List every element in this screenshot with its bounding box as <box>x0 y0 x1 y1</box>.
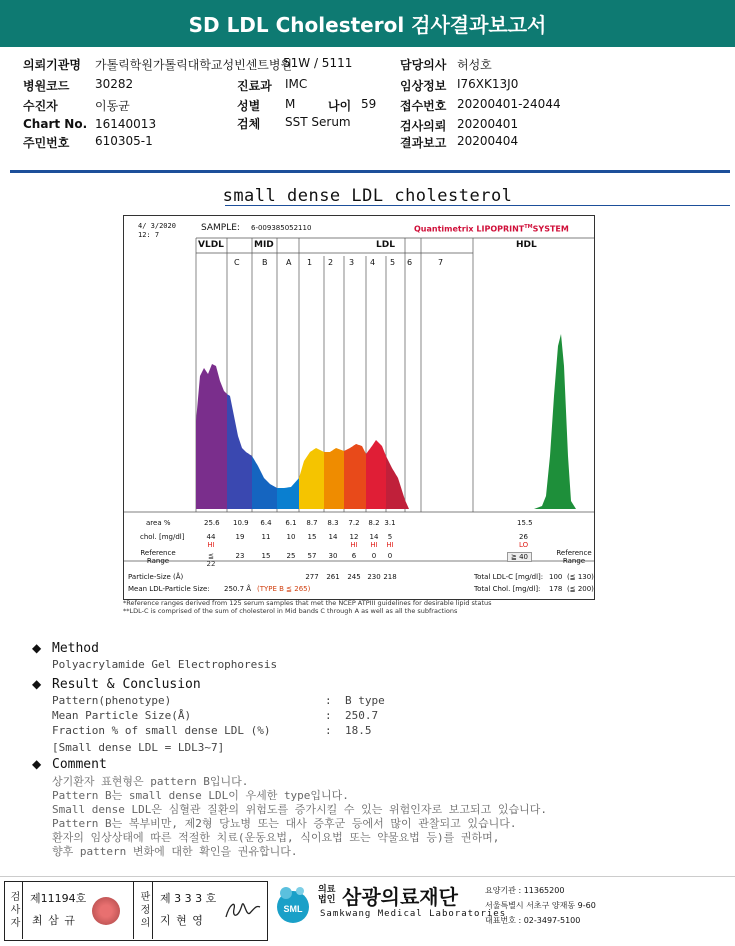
area-value: 6.4 <box>260 519 272 527</box>
org-type: 의료법인 <box>318 885 336 905</box>
row-label-size: Particle-Size (Å) <box>128 573 184 581</box>
report-value: 20200404 <box>457 134 519 148</box>
examiner-no: 제11194호 <box>30 892 87 905</box>
request-label: 검사의뢰 <box>400 119 447 133</box>
report-footer <box>0 876 735 946</box>
chart-date: 4/ 3/2020 <box>138 222 176 230</box>
row-label-ref-right: Reference Range <box>556 549 592 565</box>
examiner-label: 검사자 <box>4 881 23 939</box>
result-colon: : <box>325 709 332 722</box>
row-label-chol: chol. [mg/dl] <box>140 533 185 541</box>
band-label-7: 7 <box>438 258 444 267</box>
request-value: 20200401 <box>457 117 519 131</box>
chol-value: 14 <box>328 533 338 541</box>
group-ldl: LDL <box>376 240 395 250</box>
band-area-3 <box>277 478 299 509</box>
band-label-1: 1 <box>307 258 313 267</box>
area-value: 25.6 <box>204 519 220 527</box>
size-value: 261 <box>326 573 340 581</box>
band-label-5: 5 <box>390 258 396 267</box>
result-label: Mean Particle Size(Å) <box>52 709 192 722</box>
total-ldl-value: 100 <box>549 573 563 581</box>
hdl-chol: 26 <box>519 533 528 541</box>
mean-size-label: Mean LDL-Particle Size: <box>128 585 210 593</box>
org-name: 삼광의료재단 <box>342 885 458 909</box>
system-tm: TM <box>524 224 533 230</box>
total-chol-label: Total Chol. [mg/dl]: <box>474 585 541 593</box>
hdl-ref: ≧ 40 <box>507 552 532 562</box>
total-chol-ref: (≦ 200) <box>567 585 594 593</box>
mean-size-type: (TYPE B ≦ 265) <box>257 585 311 593</box>
receipt-value: 20200401-24044 <box>457 97 561 111</box>
comment-bullet-icon: ◆ <box>32 757 42 771</box>
group-hdl: HDL <box>516 240 537 250</box>
report-title: SD LDL Cholesterol 검사결과보고서 <box>0 0 735 47</box>
area-value: 10.9 <box>233 519 249 527</box>
band-label-6: 6 <box>407 258 413 267</box>
area-value: 8.2 <box>368 519 380 527</box>
footnote-1: *Reference ranges derived from 125 serum samples that met the NCEP ATPIII guidelines for desirable lipid status <box>123 599 492 607</box>
sample-value: 6-009385052110 <box>251 224 312 232</box>
comment-line: 향후 pattern 변화에 대한 확인을 권유합니다. <box>52 845 298 858</box>
result-colon: : <box>325 724 332 737</box>
band-area-5 <box>324 448 344 509</box>
sex-value: M <box>285 97 296 111</box>
band-area-6 <box>344 444 366 509</box>
chol-value: 11 <box>261 533 271 541</box>
hdl-peak-area <box>534 334 576 509</box>
age-label: 나이 <box>328 99 352 113</box>
band-label-C: C <box>234 258 240 267</box>
size-value: 277 <box>305 573 319 581</box>
size-value: 218 <box>383 573 397 581</box>
examiner-name: 최 삼 규 <box>32 914 76 927</box>
ward-value: 51W / 5111 <box>283 56 353 70</box>
comment-line: 환자의 임상상태에 따른 적절한 치료(운동요법, 식이요법 또는 약물요법 등)를 권하며, <box>52 831 500 844</box>
specimen-value: SST Serum <box>285 115 351 129</box>
patient-label: 수진자 <box>23 99 58 113</box>
clinical-value: I76XK13J0 <box>457 77 519 91</box>
total-chol-value: 178 <box>549 585 563 593</box>
result-note: [Small dense LDL = LDL3~7] <box>52 741 225 754</box>
ref-value: 0 <box>371 552 377 560</box>
band-area-7 <box>366 440 386 509</box>
result-colon: : <box>325 694 332 707</box>
band-area-2 <box>252 456 277 509</box>
chol-value: 5 <box>387 533 393 541</box>
chol-value: 10 <box>286 533 296 541</box>
chart-no-value: 16140013 <box>95 117 157 131</box>
band-label-B: B <box>262 258 268 267</box>
row-label-ref: Reference Range <box>140 549 176 565</box>
chol-flag: HI <box>207 541 215 549</box>
mean-size-value: 250.7 Å <box>224 585 252 593</box>
chol-flag: HI <box>350 541 358 549</box>
ref-value: 6 <box>351 552 357 560</box>
org-eng: Samkwang Medical Laboratories <box>320 909 507 919</box>
clinical-label: 임상정보 <box>400 79 447 93</box>
size-value: 245 <box>347 573 361 581</box>
institution-label: 의뢰기관명 <box>23 58 81 72</box>
system-suffix: SYSTEM <box>532 224 569 234</box>
code-line: 요양기관 : 11365200 <box>485 886 565 895</box>
report-label: 결과보고 <box>400 136 447 150</box>
chol-value: 44 <box>206 533 216 541</box>
area-value: 8.7 <box>306 519 318 527</box>
chol-flag: HI <box>370 541 378 549</box>
band-area-1 <box>227 394 252 509</box>
institution-value: 가톨릭학원가톨릭대학교성빈센트병원 <box>95 58 293 72</box>
comment-line: Pattern B는 small dense LDL이 우세한 type입니다. <box>52 789 349 802</box>
ref-value: 57 <box>307 552 317 560</box>
sml-logo-icon <box>272 883 314 925</box>
reviewer-name: 지 현 영 <box>160 914 204 927</box>
result-label: Fraction % of small dense LDL (%) <box>52 724 271 737</box>
system-brand: Quantimetrix LIPOPRINT <box>414 224 525 234</box>
method-text: Polyacrylamide Gel Electrophoresis <box>52 658 278 671</box>
hospcode-label: 병원코드 <box>23 79 70 93</box>
chol-value: 15 <box>307 533 317 541</box>
group-mid: MID <box>254 240 274 250</box>
hdl-flag: LO <box>519 541 529 549</box>
chart-no-label: Chart No. <box>23 117 88 131</box>
band-label-2: 2 <box>328 258 334 267</box>
area-value: 3.1 <box>384 519 396 527</box>
band-label-3: 3 <box>349 258 355 267</box>
chol-value: 12 <box>349 533 359 541</box>
result-heading: Result & Conclusion <box>52 677 201 692</box>
hdl-area: 15.5 <box>517 519 533 527</box>
total-ldl-label: Total LDL-C [mg/dl]: <box>474 573 544 581</box>
area-value: 7.2 <box>348 519 360 527</box>
chol-value: 19 <box>235 533 245 541</box>
specimen-label: 검체 <box>237 117 261 131</box>
address: 서울특별시 서초구 양재동 9-60 <box>485 901 596 910</box>
comment-line: Small dense LDL은 심혈관 질환의 위험도를 증가시킬 수 있는 위험인자로 보고되고 있습니다. <box>52 803 547 816</box>
doctor-label: 담당의사 <box>400 58 447 72</box>
band-area-4 <box>299 448 324 509</box>
signature-icon <box>222 895 262 925</box>
result-value: 250.7 <box>345 709 379 722</box>
band-area-9 <box>405 500 410 509</box>
band-label-A: A <box>286 258 292 267</box>
area-value: 8.3 <box>327 519 339 527</box>
receipt-label: 접수번호 <box>400 99 447 113</box>
chol-value: 14 <box>369 533 379 541</box>
result-label: Pattern(phenotype) <box>52 694 172 707</box>
method-bullet-icon: ◆ <box>32 641 42 655</box>
method-heading: Method <box>52 641 99 656</box>
reviewer-label: 판정의 <box>133 881 153 939</box>
result-value: 18.5 <box>345 724 372 737</box>
ref-value: 30 <box>328 552 338 560</box>
result-bullet-icon: ◆ <box>32 677 42 691</box>
comment-line: Pattern B는 복부비만, 제2형 당뇨병 또는 대사 증후군 등에서 많이 관찰되고 있습니다. <box>52 817 517 830</box>
id-label: 주민번호 <box>23 136 70 150</box>
band-area-0 <box>196 364 227 509</box>
seal-stamp-icon <box>92 897 120 925</box>
row-label-area: area % <box>146 519 171 527</box>
reviewer-no: 제 3 3 3 호 <box>160 892 217 905</box>
ref-value: 23 <box>235 552 245 560</box>
chart-title: small dense LDL cholesterol <box>222 186 513 206</box>
header-divider <box>10 170 730 173</box>
patient-value: 이동균 <box>95 99 130 113</box>
system-name <box>414 224 569 234</box>
dept-label: 진료과 <box>237 79 272 93</box>
band-area-8 <box>386 456 405 509</box>
comment-line: 상기환자 표현형은 pattern B입니다. <box>52 775 249 788</box>
hospcode-value: 30282 <box>95 77 134 91</box>
electrophoresis-chart <box>123 215 595 600</box>
doctor-value: 허성호 <box>457 58 492 72</box>
band-label-4: 4 <box>370 258 376 267</box>
age-value: 59 <box>361 97 377 111</box>
sex-label: 성별 <box>237 99 261 113</box>
logo-text: SML <box>283 904 303 914</box>
comment-heading: Comment <box>52 757 107 772</box>
group-vldl: VLDL <box>198 240 224 250</box>
dept-value: IMC <box>285 77 308 91</box>
result-value: B type <box>345 694 385 707</box>
ref-value: 15 <box>261 552 271 560</box>
id-value: 610305-1 <box>95 134 153 148</box>
sample-label: SAMPLE: <box>201 223 240 233</box>
chol-flag: HI <box>386 541 394 549</box>
ref-value: 0 <box>387 552 393 560</box>
ref-value: 25 <box>286 552 296 560</box>
area-value: 6.1 <box>285 519 297 527</box>
chart-time: 12: 7 <box>138 231 160 239</box>
total-ldl-ref: (≦ 130) <box>567 573 594 581</box>
phone: 대표번호 : 02-3497-5100 <box>485 916 581 925</box>
size-value: 230 <box>367 573 381 581</box>
ref-value: ≦ 22 <box>206 552 216 568</box>
footnote-2: **LDL-C is comprised of the sum of cholesterol in Mid bands C through A as well as all the subfractions <box>123 607 458 615</box>
